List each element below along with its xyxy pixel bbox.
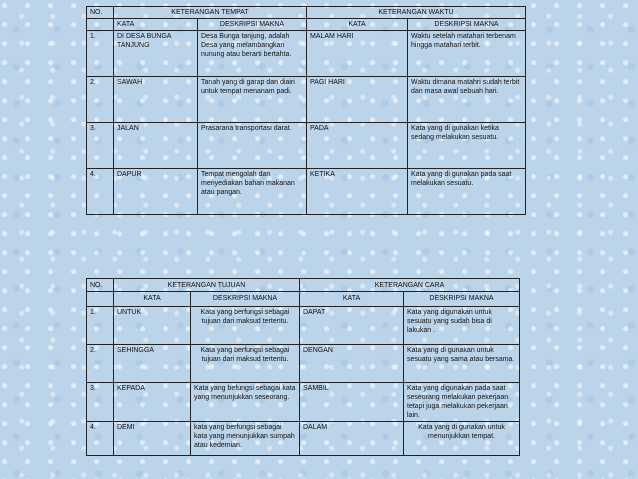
table-row: [87, 345, 520, 383]
deskripsi-cell: Tempat mengolah dan menyediakan bahan makanan atau pangan.: [198, 169, 307, 215]
deskripsi-cell: Kata yang befungsi sebagai kata yang menunjukkan seseorang.: [191, 383, 300, 422]
deskripsi-cell: Waktu setelah matahari terbenam hingga matahari terbit.: [408, 31, 526, 77]
kata-cell: PADA: [307, 123, 408, 169]
deskripsi-cell: Kata yang berfungsi sebagai tujuan dari maksud tertentu.: [191, 345, 300, 383]
kata-header: KATA: [114, 19, 198, 31]
row-number: 4.: [87, 422, 114, 456]
row-number: 2.: [87, 345, 114, 383]
deskripsi-header: DESKRIPSI MAKNA: [198, 19, 307, 31]
kata-cell: DAPAT: [300, 307, 404, 345]
group-header-cara: KETERANGAN CARA: [300, 279, 520, 292]
kata-header: KATA: [300, 292, 404, 307]
deskripsi-cell: Kata yang berfungsi sebagai tujuan dari maksud tertentu.: [191, 307, 300, 345]
kata-cell: DEMI: [114, 422, 191, 456]
deskripsi-header: DESKRIPSI MAKNA: [404, 292, 520, 307]
table-row: [87, 77, 526, 123]
keterangan-tujuan-cara-table: [86, 278, 520, 456]
row-number: 1.: [87, 31, 114, 77]
kata-cell: DALAM: [300, 422, 404, 456]
deskripsi-cell: kata yang berfungsi sebagai kata yang menunjukkan sumpah atau kedemian.: [191, 422, 300, 456]
row-number: 2.: [87, 77, 114, 123]
kata-cell: DAPUR: [114, 169, 198, 215]
group-header-tempat: KETERANGAN TEMPAT: [114, 7, 307, 19]
row-number: 3.: [87, 123, 114, 169]
row-number: 1.: [87, 307, 114, 345]
kata-cell: KETIKA: [307, 169, 408, 215]
kata-cell: DI DESA BUNGA TANJUNG: [114, 31, 198, 77]
kata-cell: MALAM HARI: [307, 31, 408, 77]
group-header-waktu: KETERANGAN WAKTU: [307, 7, 526, 19]
group-header-tujuan: KETERANGAN TUJUAN: [114, 279, 300, 292]
kata-header: KATA: [307, 19, 408, 31]
no-header: NO.: [87, 7, 114, 19]
kata-cell: SAMBIL: [300, 383, 404, 422]
table-row: [87, 307, 520, 345]
keterangan-tempat-waktu-table: [86, 6, 526, 215]
table-row: [87, 123, 526, 169]
kata-cell: DENGAN: [300, 345, 404, 383]
kata-cell: PAGI HARI: [307, 77, 408, 123]
no-subheader-cell: [87, 292, 114, 307]
deskripsi-cell: Kata yang di gunakan pada saat melakukan sesuatu.: [408, 169, 526, 215]
kata-cell: SEHINGGA: [114, 345, 191, 383]
kata-cell: JALAN: [114, 123, 198, 169]
kata-cell: SAWAH: [114, 77, 198, 123]
deskripsi-cell: Kata yang di gunakan ketika sedang melakukan sesuatu.: [408, 123, 526, 169]
table-row: [87, 169, 526, 215]
deskripsi-cell: Tanah yang di garap dan diairi untuk tempat menanam padi.: [198, 77, 307, 123]
table-row: [87, 383, 520, 422]
table-row: [87, 31, 526, 77]
no-subheader-cell: [87, 19, 114, 31]
deskripsi-cell: Kata yang di gunakan untuk menunjukkan tempat.: [404, 422, 520, 456]
deskripsi-header: DESKRIPSI MAKNA: [191, 292, 300, 307]
deskripsi-cell: Kata yang digunakan untuk sesuatu yang sudah bisa di lakukan .: [404, 307, 520, 345]
row-number: 4.: [87, 169, 114, 215]
no-header: NO.: [87, 279, 114, 292]
deskripsi-cell: Waktu dimana matahri sudah terbit dan masa awal sebuah hari.: [408, 77, 526, 123]
deskripsi-cell: Kata yang di gunakan untuk sesuatu yang sama atau bersama.: [404, 345, 520, 383]
deskripsi-cell: Kata yang digunakan pada saat seseorang melakukan pekerjaan tetapi juga melakukan pekerjaan lain.: [404, 383, 520, 422]
kata-cell: UNTUK: [114, 307, 191, 345]
row-number: 3.: [87, 383, 114, 422]
deskripsi-cell: Desa Bunga tanjung, adalah Desa yang melambangkan nunung atau berarti bertahta.: [198, 31, 307, 77]
kata-cell: KEPADA: [114, 383, 191, 422]
table-row: [87, 422, 520, 456]
kata-header: KATA: [114, 292, 191, 307]
deskripsi-header: DESKRIPSI MAKNA: [408, 19, 526, 31]
deskripsi-cell: Prasarana transportasi darat.: [198, 123, 307, 169]
